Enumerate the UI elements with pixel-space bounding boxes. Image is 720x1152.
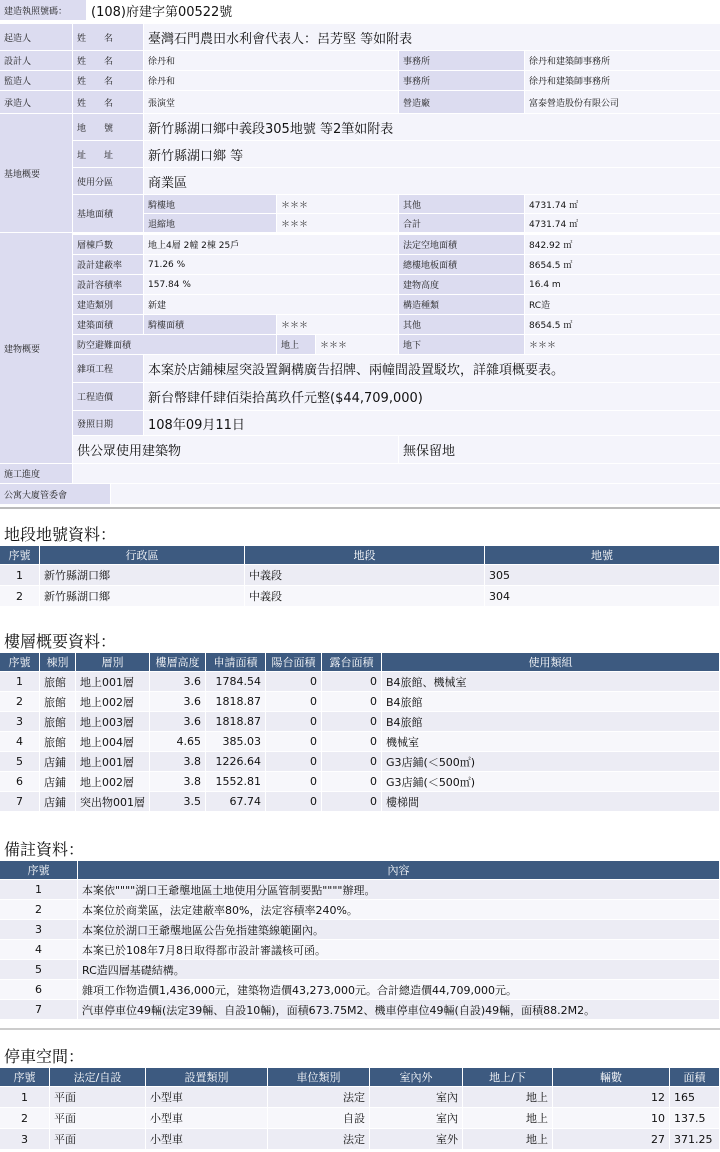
name-value: 臺灣石門農田水利會代表人：呂芳堅 等如附表	[144, 24, 720, 50]
floor-area-label: 建築面積	[73, 315, 143, 334]
note-row-cell: 3	[0, 920, 78, 940]
license-number: (108)府建字第00522號	[87, 0, 720, 20]
office-label: 事務所	[399, 51, 524, 70]
floor-row-cell: 3.6	[150, 712, 206, 732]
floor-row-cell: 0	[322, 712, 382, 732]
parking-row-cell: 自設	[268, 1108, 370, 1129]
building-attr-value: 71.26 %	[144, 255, 398, 274]
floor-row-cell: 地上003層	[76, 712, 150, 732]
note-row-cell: 5	[0, 960, 78, 980]
column-header: 露台面積	[322, 653, 382, 672]
name-label: 姓 名	[73, 24, 143, 50]
floor-row-cell: 5	[0, 752, 40, 772]
column-header: 地上/下	[463, 1068, 553, 1087]
floor-row-cell: 旅館	[40, 672, 76, 692]
land-row-cell: 305	[485, 565, 720, 586]
public-use: 供公眾使用建築物	[73, 436, 398, 463]
column-header: 設置類別	[146, 1068, 268, 1087]
parking-row-cell: 小型車	[146, 1108, 268, 1129]
floor-row-cell: 0	[266, 712, 322, 732]
column-header: 地段	[245, 546, 485, 565]
parking-row-cell: 室內	[370, 1108, 463, 1129]
floor-row-cell: 旅館	[40, 692, 76, 712]
setback-value: ＊＊＊	[277, 214, 398, 232]
license-label: 建造執照號碼：	[0, 0, 86, 20]
notes-title: 備註資料：	[4, 840, 85, 859]
parking-row-cell: 平面	[50, 1108, 146, 1129]
parking-row-cell: 371.25	[670, 1129, 720, 1150]
cost-label: 工程造價	[73, 383, 143, 410]
office-label: 事務所	[399, 71, 524, 90]
floor-row-cell: 1226.64	[206, 752, 266, 772]
date-label: 發照日期	[73, 411, 143, 435]
floor-row-cell: 385.03	[206, 732, 266, 752]
floor-row-cell: 0	[322, 792, 382, 812]
land-row-cell: 304	[485, 586, 720, 607]
building-attr-value: 地上4層 2幢 2棟 25戶	[144, 235, 398, 254]
column-header: 內容	[78, 861, 720, 880]
floor-row-cell: 2	[0, 692, 40, 712]
parking-row-cell: 2	[0, 1108, 50, 1129]
above-value: ＊＊＊	[316, 335, 398, 354]
note-row-cell: 本案位於商業區，法定建蔽率80%，法定容積率240%。	[78, 900, 720, 920]
office-value: 徐丹和建築師事務所	[525, 71, 720, 90]
floor-row-cell: 7	[0, 792, 40, 812]
column-header: 行政區	[40, 546, 245, 565]
note-row-cell: 汽車停車位49輛(法定39輛、自設10輛)，面積673.75M2、機車停車位49輛(自設)49輛，面積88.2M2。	[78, 1000, 720, 1020]
reserve-land: 無保留地	[399, 436, 720, 463]
building-attr-value: RC造	[525, 295, 720, 314]
floor-row-cell: 3.6	[150, 672, 206, 692]
floor-row-cell: 1818.87	[206, 712, 266, 732]
column-header: 棟別	[40, 653, 76, 672]
site-area-label: 基地面積	[73, 195, 143, 232]
misc-value: 本案於店鋪棟屋突設置鋼構廣告招牌、兩幢間設置駁坎，詳雜項概要表。	[144, 355, 720, 382]
floor-row-cell: 店鋪	[40, 772, 76, 792]
column-header: 法定/自設	[50, 1068, 146, 1087]
floor-row-cell: 3.8	[150, 752, 206, 772]
date-value: 108年09月11日	[144, 411, 720, 435]
column-header: 申請面積	[206, 653, 266, 672]
building-other-label: 其他	[399, 315, 524, 334]
note-row-cell: RC造四層基礎結構。	[78, 960, 720, 980]
parking-row-cell: 平面	[50, 1087, 146, 1108]
arcade-value: ＊＊＊	[277, 195, 398, 213]
column-header: 室內外	[370, 1068, 463, 1087]
role-label: 設計人	[0, 51, 72, 70]
office-label: 營造廠	[399, 91, 524, 113]
column-header: 車位類別	[268, 1068, 370, 1087]
land-title: 地段地號資料：	[4, 525, 117, 544]
building-attr-label: 建物高度	[399, 275, 524, 294]
floor-row-cell: G3店鋪(＜500㎡)	[382, 752, 720, 772]
building-section-label: 建物概要	[0, 233, 72, 463]
parking-row-cell: 3	[0, 1129, 50, 1150]
floor-row-cell: 3	[0, 712, 40, 732]
floor-row-cell: 機械室	[382, 732, 720, 752]
setback-label: 退縮地	[144, 214, 276, 232]
floor-row-cell: 0	[266, 792, 322, 812]
floor-row-cell: 旅館	[40, 732, 76, 752]
floor-row-cell: 地上002層	[76, 772, 150, 792]
column-header: 序號	[0, 1068, 50, 1087]
zone-value: 商業區	[144, 168, 720, 194]
address-label: 址 址	[73, 141, 143, 167]
name-label: 姓 名	[73, 71, 143, 90]
floor-row-cell: 0	[266, 732, 322, 752]
parking-row-cell: 法定	[268, 1087, 370, 1108]
below-value: ＊＊＊	[525, 335, 720, 354]
column-header: 序號	[0, 653, 40, 672]
note-row-cell: 1	[0, 880, 78, 900]
parking-row-cell: 小型車	[146, 1087, 268, 1108]
parking-row-cell: 165	[670, 1087, 720, 1108]
floor-row-cell: 67.74	[206, 792, 266, 812]
column-header: 序號	[0, 861, 78, 880]
parking-row-cell: 室內	[370, 1087, 463, 1108]
parking-row-cell: 法定	[268, 1129, 370, 1150]
parking-row-cell: 平面	[50, 1129, 146, 1150]
misc-label: 雜項工程	[73, 355, 143, 382]
land-row-cell: 中義段	[245, 565, 485, 586]
floor-row-cell: 6	[0, 772, 40, 792]
floor-row-cell: B4旅館、機械室	[382, 672, 720, 692]
office-value: 徐丹和建築師事務所	[525, 51, 720, 70]
progress-value	[73, 464, 720, 483]
column-header: 地號	[485, 546, 720, 565]
building-attr-value: 842.92 ㎡	[525, 235, 720, 254]
address-value: 新竹縣湖口鄉 等	[144, 141, 720, 167]
lot-label: 地 號	[73, 114, 143, 140]
note-row-cell: 2	[0, 900, 78, 920]
note-row-cell: 本案位於湖口王爺壟地區公告免指建築線範圍內。	[78, 920, 720, 940]
floor-row-cell: 0	[322, 752, 382, 772]
above-label: 地上	[277, 335, 315, 354]
column-header: 序號	[0, 546, 40, 565]
parking-row-cell: 地上	[463, 1129, 553, 1150]
column-header: 使用類組	[382, 653, 720, 672]
arcade-label: 騎樓地	[144, 195, 276, 213]
role-label: 監造人	[0, 71, 72, 90]
floor-row-cell: 0	[266, 692, 322, 712]
office-value: 富泰營造股份有限公司	[525, 91, 720, 113]
land-row-cell: 新竹縣湖口鄉	[40, 565, 245, 586]
building-attr-label: 法定空地面積	[399, 235, 524, 254]
floor-row-cell: G3店鋪(＜500㎡)	[382, 772, 720, 792]
floor-row-cell: 地上004層	[76, 732, 150, 752]
note-row-cell: 4	[0, 940, 78, 960]
floor-row-cell: 店鋪	[40, 752, 76, 772]
floor-row-cell: 0	[322, 672, 382, 692]
name-value: 徐丹和	[144, 51, 398, 70]
parking-row-cell: 137.5	[670, 1108, 720, 1129]
floor-row-cell: 3.8	[150, 772, 206, 792]
parking-row-cell: 12	[553, 1087, 670, 1108]
floor-row-cell: 4	[0, 732, 40, 752]
committee-label: 公寓大廈管委會	[0, 484, 110, 504]
floor-row-cell: 0	[266, 752, 322, 772]
parking-row-cell: 小型車	[146, 1129, 268, 1150]
floor-row-cell: 3.5	[150, 792, 206, 812]
parking-row-cell: 1	[0, 1087, 50, 1108]
shelter-label: 防空避難面積	[73, 335, 276, 354]
divider	[0, 507, 720, 509]
building-attr-value: 新建	[144, 295, 398, 314]
lot-value: 新竹縣湖口鄉中義段305地號 等2筆如附表	[144, 114, 720, 140]
zone-label: 使用分區	[73, 168, 143, 194]
site-section-label: 基地概要	[0, 114, 72, 232]
floor-row-cell: 地上001層	[76, 672, 150, 692]
land-row-cell: 中義段	[245, 586, 485, 607]
floor-row-cell: 1552.81	[206, 772, 266, 792]
arcade-area-value: ＊＊＊	[277, 315, 398, 334]
floor-row-cell: B4旅館	[382, 692, 720, 712]
site-total-label: 合計	[399, 214, 524, 232]
note-row-cell: 本案依""""湖口王爺壟地區土地使用分區管制要點""""辦理。	[78, 880, 720, 900]
parking-row-cell: 10	[553, 1108, 670, 1129]
floor-row-cell: 0	[322, 772, 382, 792]
below-label: 地下	[399, 335, 524, 354]
note-row-cell: 雜項工作物造價1,436,000元，建築物造價43,273,000元。合計總造價44,709,000元。	[78, 980, 720, 1000]
floor-row-cell: 3.6	[150, 692, 206, 712]
divider-2	[0, 1028, 720, 1030]
building-attr-value: 16.4 m	[525, 275, 720, 294]
name-label: 姓 名	[73, 91, 143, 113]
building-attr-label: 層棟戶數	[73, 235, 143, 254]
land-row-cell: 2	[0, 586, 40, 607]
site-other-value: 4731.74 ㎡	[525, 195, 720, 213]
building-attr-label: 設計建蔽率	[73, 255, 143, 274]
floor-row-cell: 0	[322, 732, 382, 752]
floor-row-cell: 地上002層	[76, 692, 150, 712]
floor-row-cell: 0	[266, 772, 322, 792]
column-header: 面積	[670, 1068, 720, 1087]
floors-title: 樓層概要資料：	[4, 632, 117, 651]
committee-value	[111, 484, 720, 504]
floor-row-cell: 1818.87	[206, 692, 266, 712]
building-attr-value: 157.84 %	[144, 275, 398, 294]
parking-row-cell: 地上	[463, 1108, 553, 1129]
parking-title: 停車空間：	[4, 1047, 85, 1066]
floor-row-cell: 突出物001層	[76, 792, 150, 812]
parking-row-cell: 室外	[370, 1129, 463, 1150]
floor-row-cell: 地上001層	[76, 752, 150, 772]
floor-row-cell: B4旅館	[382, 712, 720, 732]
floor-row-cell: 1784.54	[206, 672, 266, 692]
building-attr-value: 8654.5 ㎡	[525, 255, 720, 274]
arcade-area-label: 騎樓面積	[144, 315, 276, 334]
note-row-cell: 6	[0, 980, 78, 1000]
building-attr-label: 設計容積率	[73, 275, 143, 294]
column-header: 輛數	[553, 1068, 670, 1087]
land-row-cell: 1	[0, 565, 40, 586]
site-total-value: 4731.74 ㎡	[525, 214, 720, 232]
role-label: 承造人	[0, 91, 72, 113]
role-label: 起造人	[0, 24, 72, 50]
column-header: 層別	[76, 653, 150, 672]
parking-row-cell: 27	[553, 1129, 670, 1150]
floor-row-cell: 1	[0, 672, 40, 692]
parking-row-cell: 地上	[463, 1087, 553, 1108]
floor-row-cell: 樓梯間	[382, 792, 720, 812]
name-value: 張演堂	[144, 91, 398, 113]
name-value: 徐丹和	[144, 71, 398, 90]
land-row-cell: 新竹縣湖口鄉	[40, 586, 245, 607]
floor-row-cell: 店鋪	[40, 792, 76, 812]
building-attr-label: 構造種類	[399, 295, 524, 314]
building-attr-label: 建造類別	[73, 295, 143, 314]
cost-value: 新台幣肆仟肆佰柒拾萬玖仟元整($44,709,000)	[144, 383, 720, 410]
building-other-value: 8654.5 ㎡	[525, 315, 720, 334]
floor-row-cell: 0	[322, 692, 382, 712]
note-row-cell: 本案已於108年7月8日取得都市設計審議核可函。	[78, 940, 720, 960]
note-row-cell: 7	[0, 1000, 78, 1020]
building-attr-label: 總樓地板面積	[399, 255, 524, 274]
floor-row-cell: 0	[266, 672, 322, 692]
column-header: 樓層高度	[150, 653, 206, 672]
floor-row-cell: 4.65	[150, 732, 206, 752]
site-other-label: 其他	[399, 195, 524, 213]
progress-label: 施工進度	[0, 464, 72, 483]
floor-row-cell: 旅館	[40, 712, 76, 732]
name-label: 姓 名	[73, 51, 143, 70]
column-header: 陽台面積	[266, 653, 322, 672]
